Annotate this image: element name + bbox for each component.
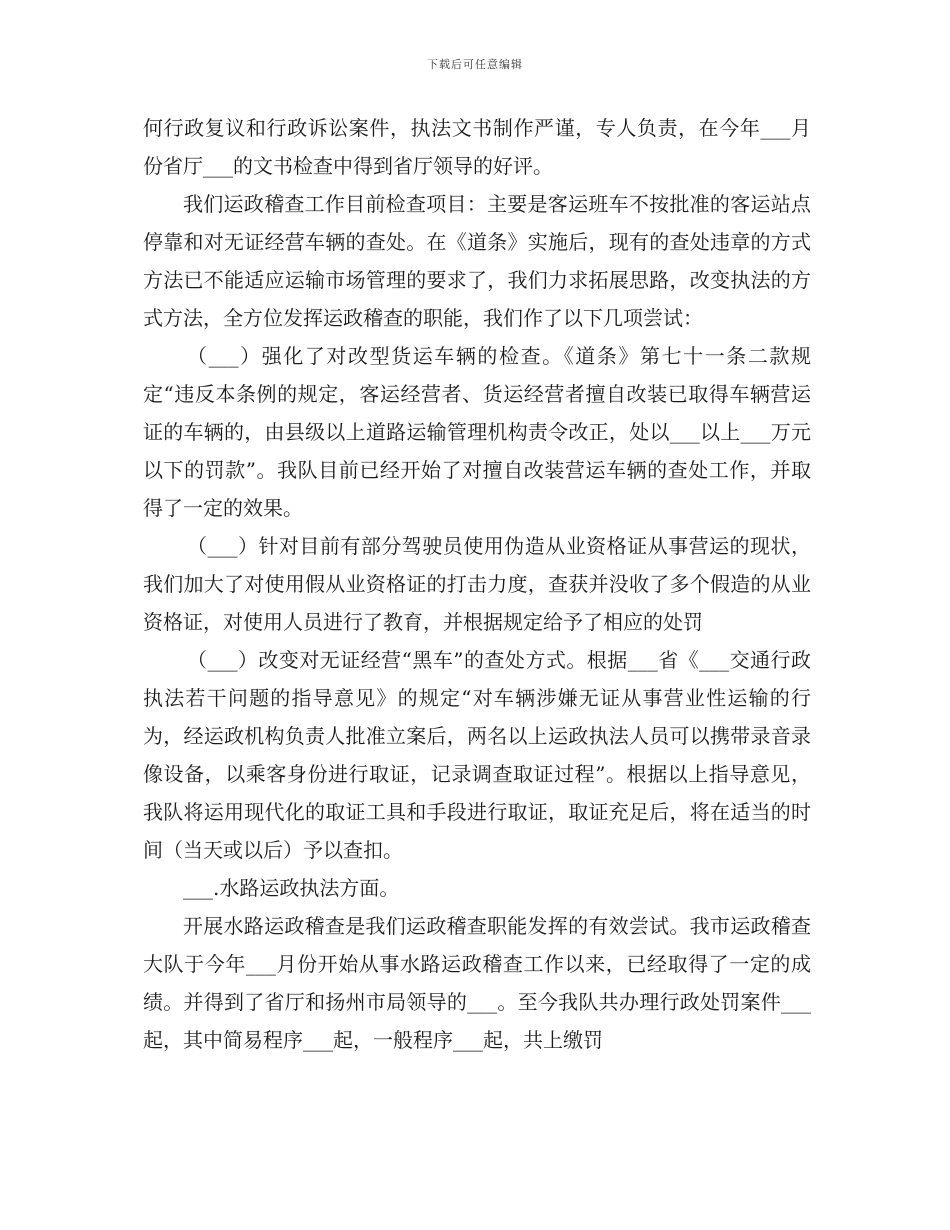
page-header-note: 下载后可任意编辑 (427, 58, 523, 71)
paragraph-5: （___）改变对无证经营“黑车”的查处方式。根据___省《___交通行政执法若干问题的指导意见》的规定“对车辆涉嫌无证从事营业性运输的行为，经运政机构负责人批准立案后，两名以上运政执法人员可以携带录音录像设备，以乘客身份进行取证，记录调查取证过程”。根据以上指导意见，我队将运用现代化的取证工具和手段进行取证，取证充足后，将在适当的时间（当天或以后）予以查扣。 (143, 648, 811, 862)
paragraph-3: （___）强化了对改型货运车辆的检查。《道条》第七十一条二款规定“违反本条例的规定，客运经营者、货运经营者擅自改装已取得车辆营运证的车辆的，由县级以上道路运输管理机构责令改正，处以___以上___万元以下的罚款”。我队目前已经开始了对擅自改装营运车辆的查处工作，并取得了一定的效果。 (143, 344, 811, 520)
paragraph-6: ___.水路运政执法方面。 (183, 876, 400, 900)
paragraph-7: 开展水路运政稽查是我们运政稽查职能发挥的有效尝试。我市运政稽查大队于今年___月份开始从事水路运政稽查工作以来，已经取得了一定的成绩。并得到了省厅和扬州市局领导的___。至今我队共办理行政处罚案件___起，其中简易程序___起，一般程序___起，共上缴罚 (143, 914, 811, 1052)
paragraph-1: 何行政复议和行政诉讼案件，执法文书制作严谨，专人负责，在今年___月份省厅___的文书检查中得到省厅领导的好评。 (143, 116, 811, 178)
paragraph-2: 我们运政稽查工作目前检查项目：主要是客运班车不按批准的客运站点停靠和对无证经营车辆的查处。在《道条》实施后，现有的查处违章的方式方法已不能适应运输市场管理的要求了，我们力求拓展思路，改变执法的方式方法，全方位发挥运政稽查的职能，我们作了以下几项尝试： (143, 192, 811, 330)
paragraph-4: （___）针对目前有部分驾驶员使用伪造从业资格证从事营运的现状，我们加大了对使用假从业资格证的打击力度，查获并没收了多个假造的从业资格证，对使用人员进行了教育，并根据规定给予了相应的处罚 (143, 534, 811, 634)
document-body (143, 109, 811, 1059)
